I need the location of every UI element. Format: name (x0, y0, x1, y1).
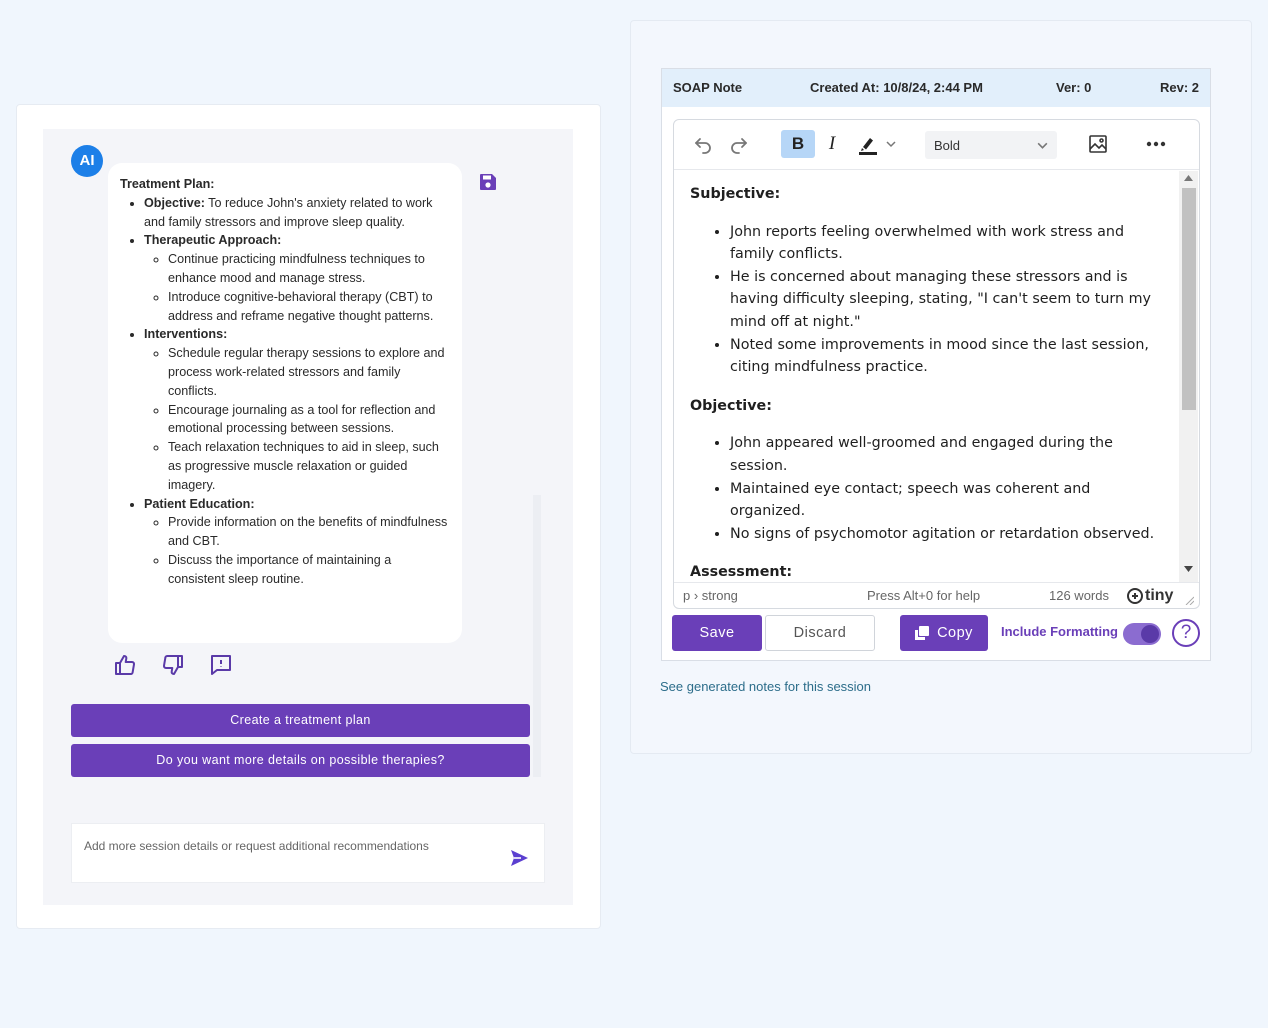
toggle-knob (1141, 625, 1159, 643)
chat-input[interactable] (84, 836, 494, 856)
objective-label: Objective: (144, 195, 205, 210)
chat-thread (43, 129, 573, 905)
soap-note-box (661, 68, 1211, 661)
tiny-logo-icon (1127, 588, 1143, 604)
list-item: • Noted some improvements in mood since the last session, citing mindfulness practice. (730, 334, 1163, 379)
more-icon[interactable] (1143, 130, 1169, 158)
format-select[interactable] (925, 131, 1057, 159)
revision-label: Rev: 2 (1160, 80, 1200, 95)
objective-heading: Objective: (690, 397, 772, 414)
education-list (168, 513, 450, 588)
element-path[interactable]: p › strong (683, 588, 738, 603)
scroll-up-icon[interactable] (1184, 175, 1193, 181)
list-item (144, 231, 450, 325)
list-item: • Maintained eye contact; speech was coherent and organized. (730, 478, 1163, 523)
italic-icon[interactable]: I (828, 133, 836, 154)
list-item: • He is concerned about managing these stressors and is having difficulty sleeping, stating, "I can't seem to turn my mind off at night." (730, 266, 1163, 334)
treatment-plan-message (108, 163, 462, 643)
help-hint: Press Alt+0 for help (867, 588, 981, 603)
list-item (144, 495, 450, 589)
education-label: Patient Education: (144, 496, 255, 511)
objective-list (730, 432, 1163, 545)
interventions-label: Interventions: (144, 327, 228, 342)
redo-icon[interactable] (726, 130, 752, 158)
chevron-down-icon (1036, 139, 1049, 152)
editor-scrollbar[interactable] (1179, 171, 1198, 582)
list-item (144, 194, 450, 232)
soap-title: SOAP Note (673, 80, 743, 95)
bold-icon[interactable]: B (781, 130, 815, 158)
thumbs-up-icon[interactable] (113, 653, 137, 677)
highlight-icon[interactable] (856, 130, 880, 158)
image-icon[interactable] (1085, 130, 1111, 158)
scroll-down-icon[interactable] (1184, 566, 1193, 572)
editor-toolbar (674, 120, 1199, 170)
save-icon[interactable] (479, 173, 497, 191)
editor-status-bar (674, 582, 1199, 608)
soap-header (662, 69, 1210, 107)
created-at: Created At: 10/8/24, 2:44 PM (810, 80, 983, 95)
list-item (144, 325, 450, 494)
list-item: • No signs of psychomotor agitation or retardation observed. (730, 523, 1163, 546)
copy-icon (915, 626, 929, 640)
chat-input-container (71, 823, 545, 883)
tiny-brand: tiny (1145, 587, 1174, 604)
word-count[interactable]: 126 words (1049, 588, 1109, 603)
help-icon[interactable]: ? (1172, 619, 1200, 647)
chat-scrollbar[interactable] (533, 495, 541, 777)
interventions-list (168, 344, 450, 494)
copy-label: Copy (937, 625, 973, 641)
undo-icon[interactable] (690, 130, 716, 158)
list-item: ◦ Schedule regular therapy sessions to explore and process work-related stressors and family conflicts. (168, 344, 450, 400)
generated-notes-link[interactable]: See generated notes for this session (660, 679, 872, 694)
list-item: ◦ Provide information on the benefits of mindfulness and CBT. (168, 513, 450, 551)
chat-panel (16, 104, 601, 929)
chevron-down-icon[interactable] (882, 130, 900, 158)
list-item: • John reports feeling overwhelmed with work stress and family conflicts. (730, 221, 1163, 266)
approach-label: Therapeutic Approach: (144, 233, 282, 248)
list-item: ◦ Introduce cognitive-behavioral therapy (CBT) to address and reframe negative thought patterns. (168, 288, 450, 326)
ai-avatar: AI (71, 145, 103, 177)
list-item: ◦ Continue practicing mindfulness techniques to enhance mood and manage stress. (168, 250, 450, 288)
assessment-heading: Assessment: (690, 564, 793, 581)
create-treatment-plan-button[interactable]: Create a treatment plan (71, 704, 530, 737)
thumbs-down-icon[interactable] (161, 653, 185, 677)
scrollbar-thumb[interactable] (1182, 188, 1196, 410)
send-icon[interactable] (509, 848, 529, 868)
soap-panel (630, 20, 1252, 754)
discard-button[interactable]: Discard (765, 615, 875, 651)
plan-title: Treatment Plan: (120, 177, 215, 191)
list-item: ◦ Discuss the importance of maintaining a consistent sleep routine. (168, 551, 450, 589)
save-button[interactable]: Save (672, 615, 762, 651)
editor-content[interactable] (674, 171, 1179, 582)
format-value: Bold (934, 137, 961, 153)
objective-text: To reduce John's anxiety related to work and family stressors and improve sleep quality. (144, 195, 433, 229)
list-item: ◦ Encourage journaling as a tool for reflection and emotional processing between sessions. (168, 401, 450, 439)
version-label: Ver: 0 (1056, 80, 1092, 95)
include-formatting-toggle[interactable] (1123, 623, 1161, 645)
more-therapy-details-button[interactable]: Do you want more details on possible therapies? (71, 744, 530, 777)
approach-list (168, 250, 450, 325)
include-formatting-label: Include Formatting (1001, 624, 1118, 639)
feedback-icon[interactable] (209, 653, 233, 677)
rich-text-editor (673, 119, 1200, 609)
subjective-list (730, 221, 1163, 379)
plan-list (144, 194, 450, 589)
copy-button[interactable] (900, 615, 988, 651)
subjective-heading: Subjective: (690, 186, 781, 202)
resize-handle-icon[interactable] (1184, 595, 1194, 605)
tiny-logo[interactable] (1127, 583, 1185, 609)
list-item: • John appeared well-groomed and engaged during the session. (730, 432, 1163, 477)
list-item: ◦ Teach relaxation techniques to aid in sleep, such as progressive muscle relaxation or guided imagery. (168, 438, 450, 494)
